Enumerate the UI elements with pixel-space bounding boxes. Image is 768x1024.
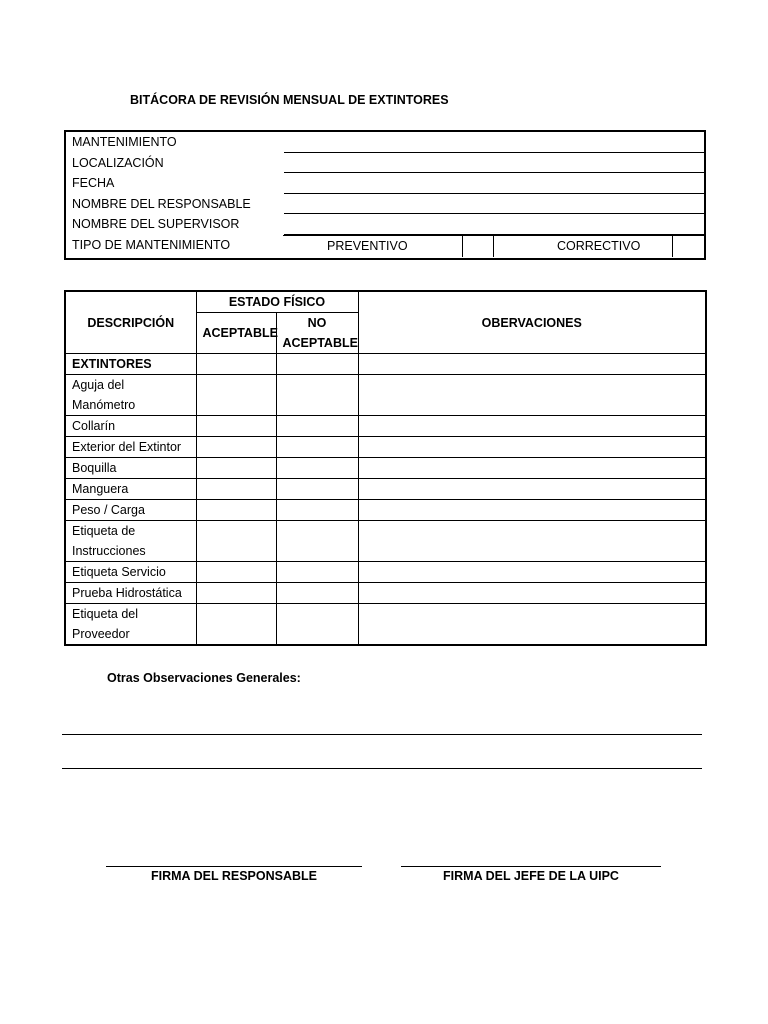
no-aceptable-cell[interactable]	[276, 521, 358, 562]
section-label: EXTINTORES	[65, 354, 196, 375]
no-aceptable-cell[interactable]	[276, 604, 358, 646]
row-description: Collarín	[65, 416, 196, 437]
col-header-estado-fisico: ESTADO FÍSICO	[196, 291, 358, 313]
table-row	[65, 479, 706, 500]
table-row	[65, 521, 706, 562]
field-row-fecha	[66, 173, 704, 194]
field-row-supervisor	[66, 214, 704, 235]
row-description: Manguera	[65, 479, 196, 500]
table-row	[65, 437, 706, 458]
observaciones-cell[interactable]	[358, 562, 706, 583]
field-row-tipo	[66, 235, 704, 257]
divider	[493, 236, 494, 258]
document-title: BITÁCORA DE REVISIÓN MENSUAL DE EXTINTORES	[130, 93, 449, 107]
aceptable-cell[interactable]	[196, 604, 276, 646]
table-row	[65, 375, 706, 416]
maintenance-type-options	[283, 235, 704, 258]
field-label: FECHA	[72, 176, 115, 190]
col-header-descripcion: DESCRIPCIÓN	[65, 291, 196, 354]
signature-label-responsable: FIRMA DEL RESPONSABLE	[151, 869, 317, 883]
field-row-localizacion	[66, 153, 704, 174]
observaciones-cell[interactable]	[358, 479, 706, 500]
observaciones-cell[interactable]	[358, 458, 706, 479]
no-aceptable-cell[interactable]	[276, 416, 358, 437]
no-aceptable-cell[interactable]	[276, 562, 358, 583]
table-row	[65, 583, 706, 604]
field-label: MANTENIMIENTO	[72, 135, 177, 149]
row-description: Exterior del Extintor	[65, 437, 196, 458]
no-aceptable-cell[interactable]	[276, 354, 358, 375]
table-row	[65, 562, 706, 583]
signature-line-jefe[interactable]	[401, 866, 661, 867]
general-observations-label: Otras Observaciones Generales:	[107, 671, 301, 685]
signature-line-responsable[interactable]	[106, 866, 362, 867]
table-row	[65, 458, 706, 479]
correctivo-label: CORRECTIVO	[557, 238, 641, 253]
aceptable-cell[interactable]	[196, 583, 276, 604]
no-aceptable-cell[interactable]	[276, 458, 358, 479]
aceptable-cell[interactable]	[196, 500, 276, 521]
col-header-observaciones: OBERVACIONES	[358, 291, 706, 354]
aceptable-cell[interactable]	[196, 562, 276, 583]
field-row-mantenimiento	[66, 132, 704, 153]
signature-label-jefe: FIRMA DEL JEFE DE LA UIPC	[443, 869, 619, 883]
table-row	[65, 416, 706, 437]
aceptable-cell[interactable]	[196, 521, 276, 562]
preventivo-checkbox[interactable]	[462, 236, 494, 258]
aceptable-cell[interactable]	[196, 458, 276, 479]
preventivo-label: PREVENTIVO	[327, 238, 408, 253]
observaciones-cell[interactable]	[358, 437, 706, 458]
field-label: LOCALIZACIÓN	[72, 155, 164, 170]
row-description: Etiqueta Servicio	[65, 562, 196, 583]
observaciones-cell[interactable]	[358, 375, 706, 416]
observaciones-cell[interactable]	[358, 583, 706, 604]
field-label: NOMBRE DEL RESPONSABLE	[72, 196, 251, 211]
no-aceptable-cell[interactable]	[276, 583, 358, 604]
field-label: NOMBRE DEL SUPERVISOR	[72, 217, 240, 231]
row-description: Peso / Carga	[65, 500, 196, 521]
aceptable-cell[interactable]	[196, 479, 276, 500]
table-row	[65, 604, 706, 646]
table-section-row	[65, 354, 706, 375]
no-aceptable-cell[interactable]	[276, 437, 358, 458]
observaciones-cell[interactable]	[358, 354, 706, 375]
row-description: Etiqueta del Proveedor	[65, 604, 196, 646]
table-row	[65, 500, 706, 521]
col-header-no-aceptable: NO ACEPTABLE	[276, 313, 358, 354]
aceptable-cell[interactable]	[196, 416, 276, 437]
observations-line-1[interactable]	[62, 734, 702, 735]
inspection-table	[64, 290, 707, 646]
aceptable-cell[interactable]	[196, 354, 276, 375]
observaciones-cell[interactable]	[358, 416, 706, 437]
no-aceptable-cell[interactable]	[276, 500, 358, 521]
observaciones-cell[interactable]	[358, 500, 706, 521]
row-description: Aguja del Manómetro	[65, 375, 196, 416]
correctivo-checkbox[interactable]	[672, 236, 703, 258]
row-description: Boquilla	[65, 458, 196, 479]
aceptable-cell[interactable]	[196, 375, 276, 416]
row-description: Etiqueta de Instrucciones	[65, 521, 196, 562]
observaciones-cell[interactable]	[358, 604, 706, 646]
no-aceptable-cell[interactable]	[276, 479, 358, 500]
col-header-aceptable: ACEPTABLE	[196, 313, 276, 354]
field-label: TIPO DE MANTENIMIENTO	[72, 237, 231, 252]
observations-line-2[interactable]	[62, 768, 702, 769]
aceptable-cell[interactable]	[196, 437, 276, 458]
no-aceptable-cell[interactable]	[276, 375, 358, 416]
field-row-responsable	[66, 194, 704, 215]
header-fields-box	[64, 130, 706, 260]
row-description: Prueba Hidrostática	[65, 583, 196, 604]
observaciones-cell[interactable]	[358, 521, 706, 562]
